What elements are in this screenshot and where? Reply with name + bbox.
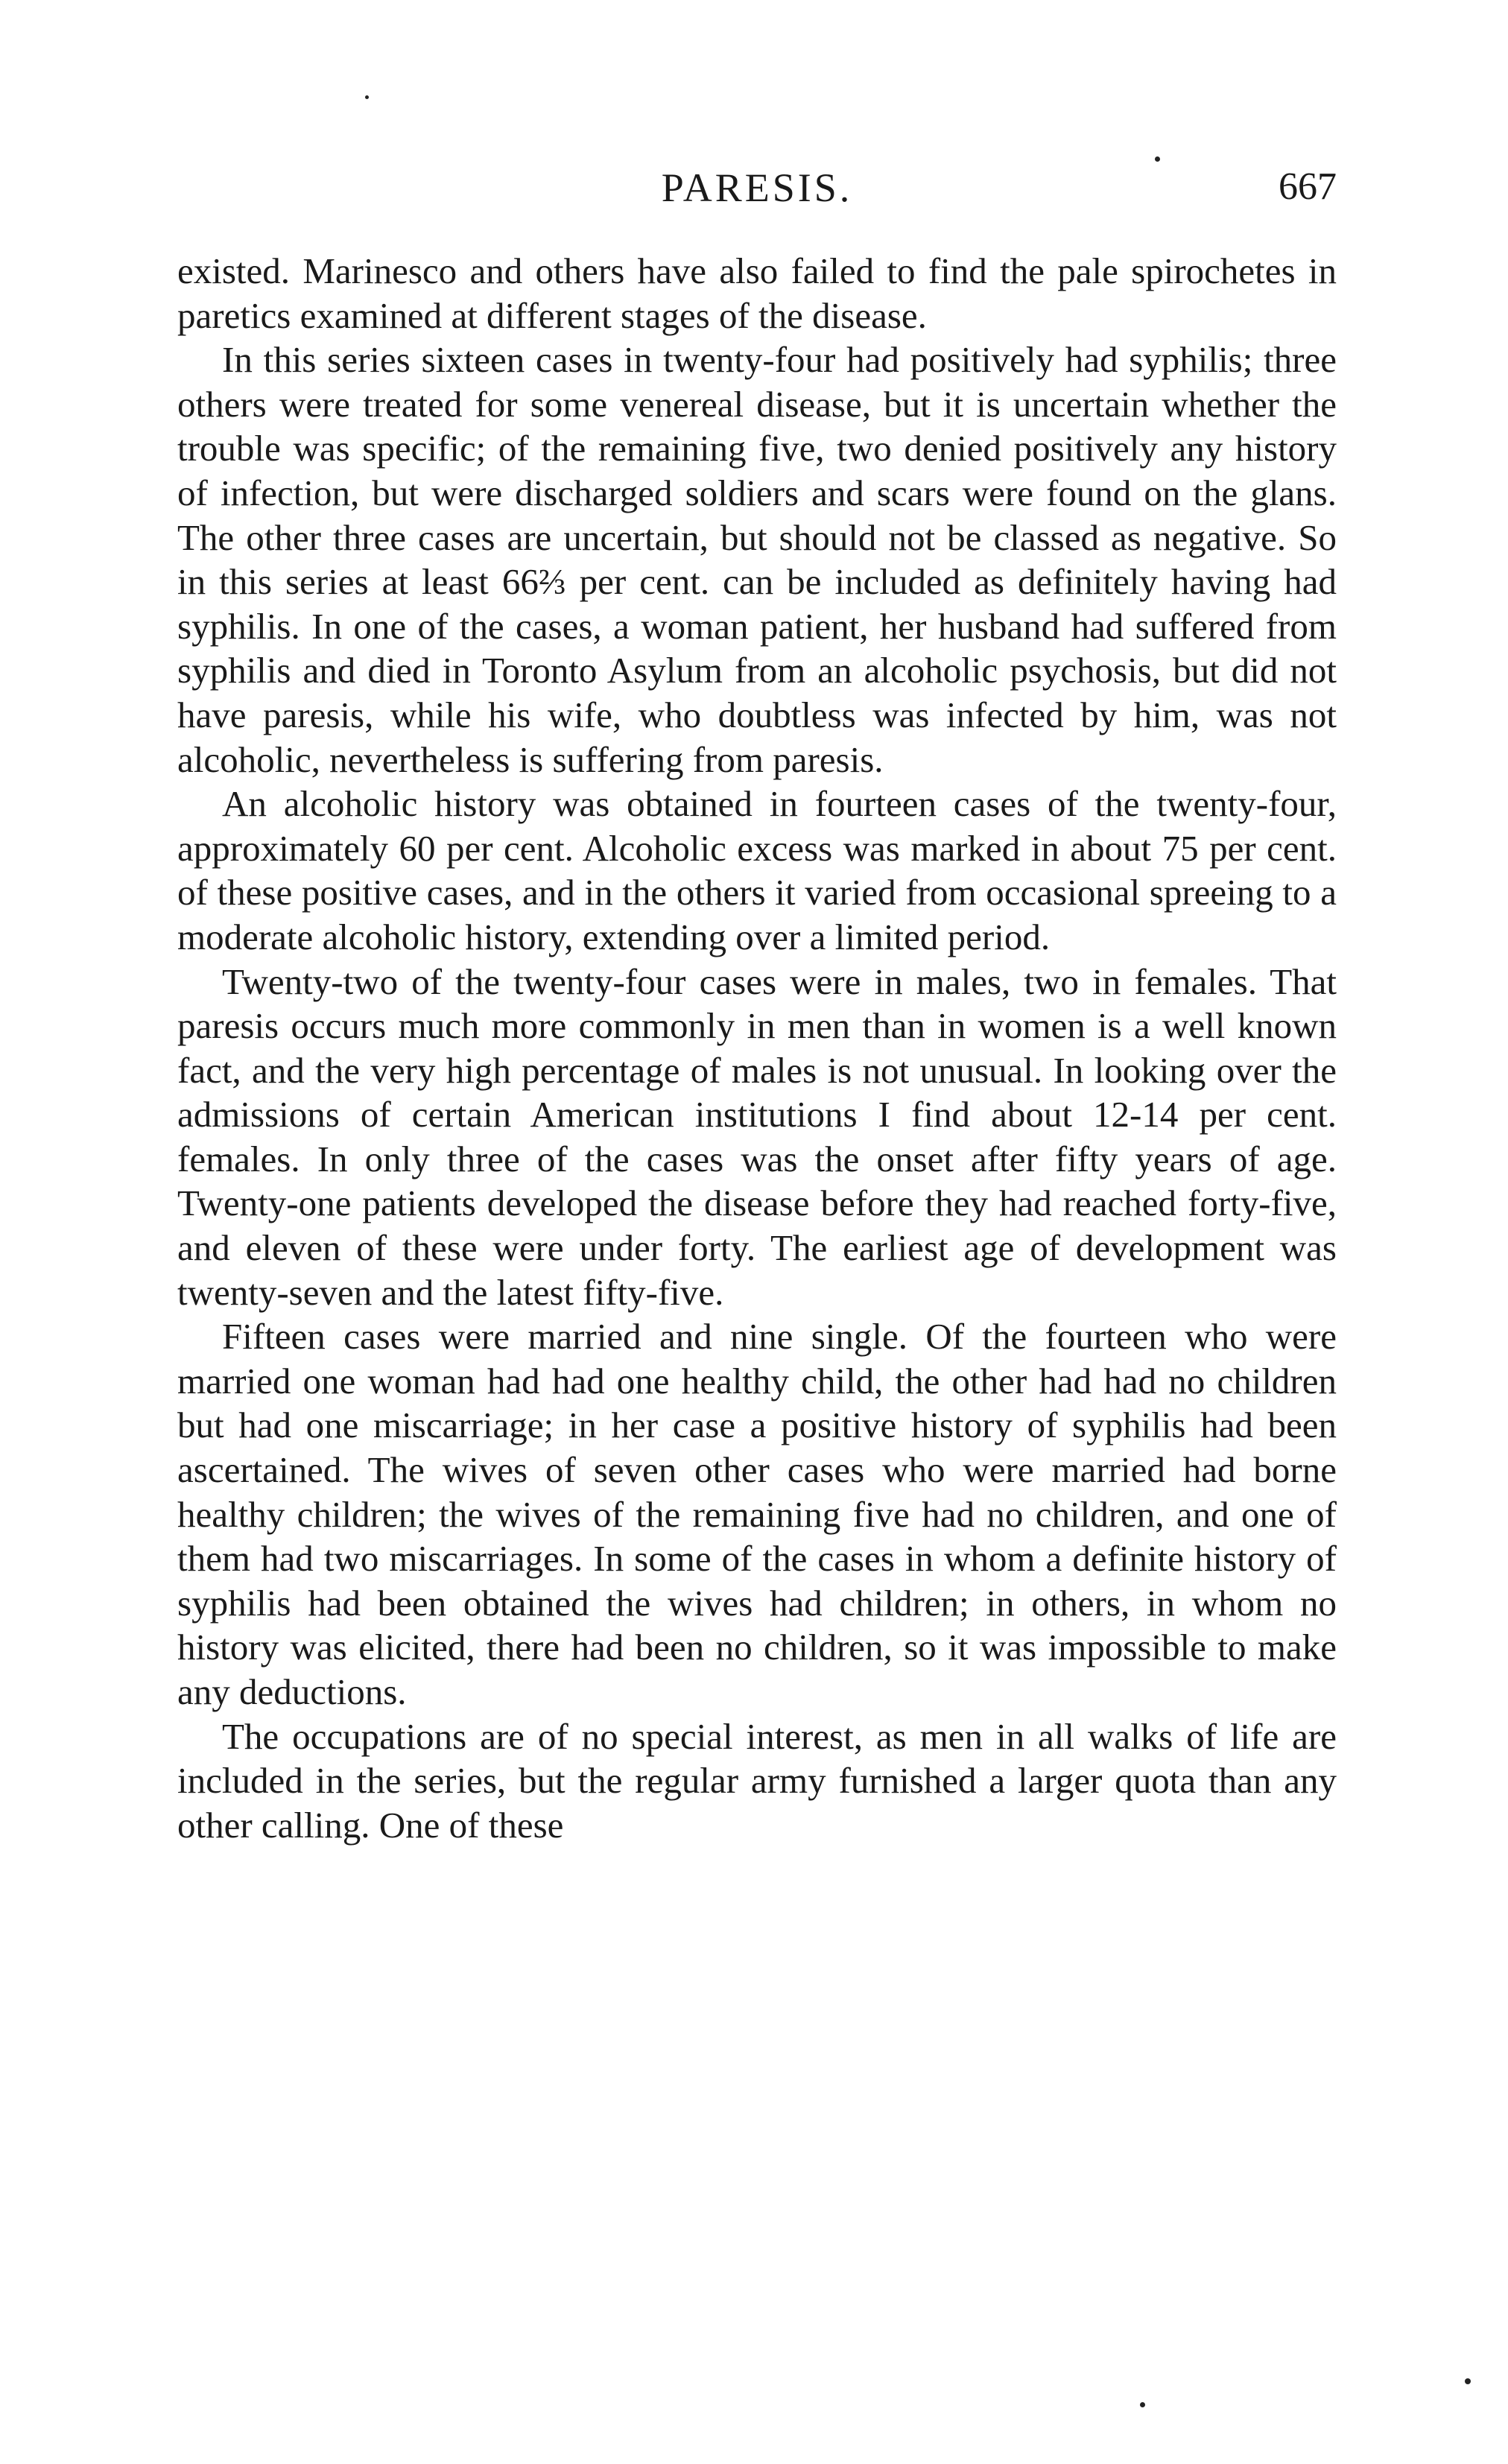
paragraph: Twenty-two of the twenty-four cases were in males, two in females. That paresis occurs much more commonly in men than in women is a well known fact, and the very high percentage of males is not unusual. In looking over the admissions of certain American institutions I find about 12-14 per cent. females. In only three of the cases was the onset after fifty years of age. Twenty-one patients developed the disease before they had reached forty-five, and eleven of these were under forty. The earliest age of development was twenty-seven and the latest fifty-five. [177, 960, 1337, 1313]
paragraph: existed. Marinesco and others have also failed to find the pale spirochetes in paretics examined at different stages of the disease. [177, 250, 1337, 336]
body-text [177, 249, 1337, 1847]
page-number: 667 [1279, 165, 1337, 208]
page-header [177, 160, 1337, 212]
scan-speck [1465, 2378, 1471, 2384]
scan-speck [1140, 2402, 1145, 2407]
scan-speck [365, 95, 369, 99]
paragraph: An alcoholic history was obtained in fourteen cases of the twenty-four, approximately 60 per cent. Alcoholic excess was marked in about 75 per cent. of these positive cases, and in the others it varied from occasional spreeing to a moderate alcoholic history, extending over a limited period. [177, 783, 1337, 957]
paragraph: The occupations are of no special interest, as men in all walks of life are included in the series, but the regular army furnished a larger quota than any other calling. One of these [177, 1715, 1337, 1846]
paragraph: In this series sixteen cases in twenty-four had positively had syphilis; three others were treated for some venereal disease, but it is uncertain whether the trouble was specific; of the remaining five, two denied positively any history of infection, but were discharged soldiers and scars were found on the glans. The other three cases are uncertain, but should not be classed as negative. So in this series at least 66⅔ per cent. can be included as definitely having had syphilis. In one of the cases, a woman patient, her husband had suffered from syphilis and died in Toronto Asylum from an alcoholic psychosis, but did not have paresis, while his wife, who doubtless was infected by him, was not alcoholic, nevertheless is suffering from paresis. [177, 339, 1337, 780]
paragraph: Fifteen cases were married and nine single. Of the fourteen who were married one woman had had one healthy child, the other had had no children but had one miscarriage; in her case a positive history of syphilis had been ascertained. The wives of seven other cases who were married had borne healthy children; the wives of the remaining five had no children, and one of them had two miscarriages. In some of the cases in whom a definite history of syphilis had been obtained the wives had children; in others, in whom no history was elicited, there had been no children, so it was impossible to make any deductions. [177, 1316, 1337, 1712]
running-title: PARESIS. [661, 165, 853, 210]
